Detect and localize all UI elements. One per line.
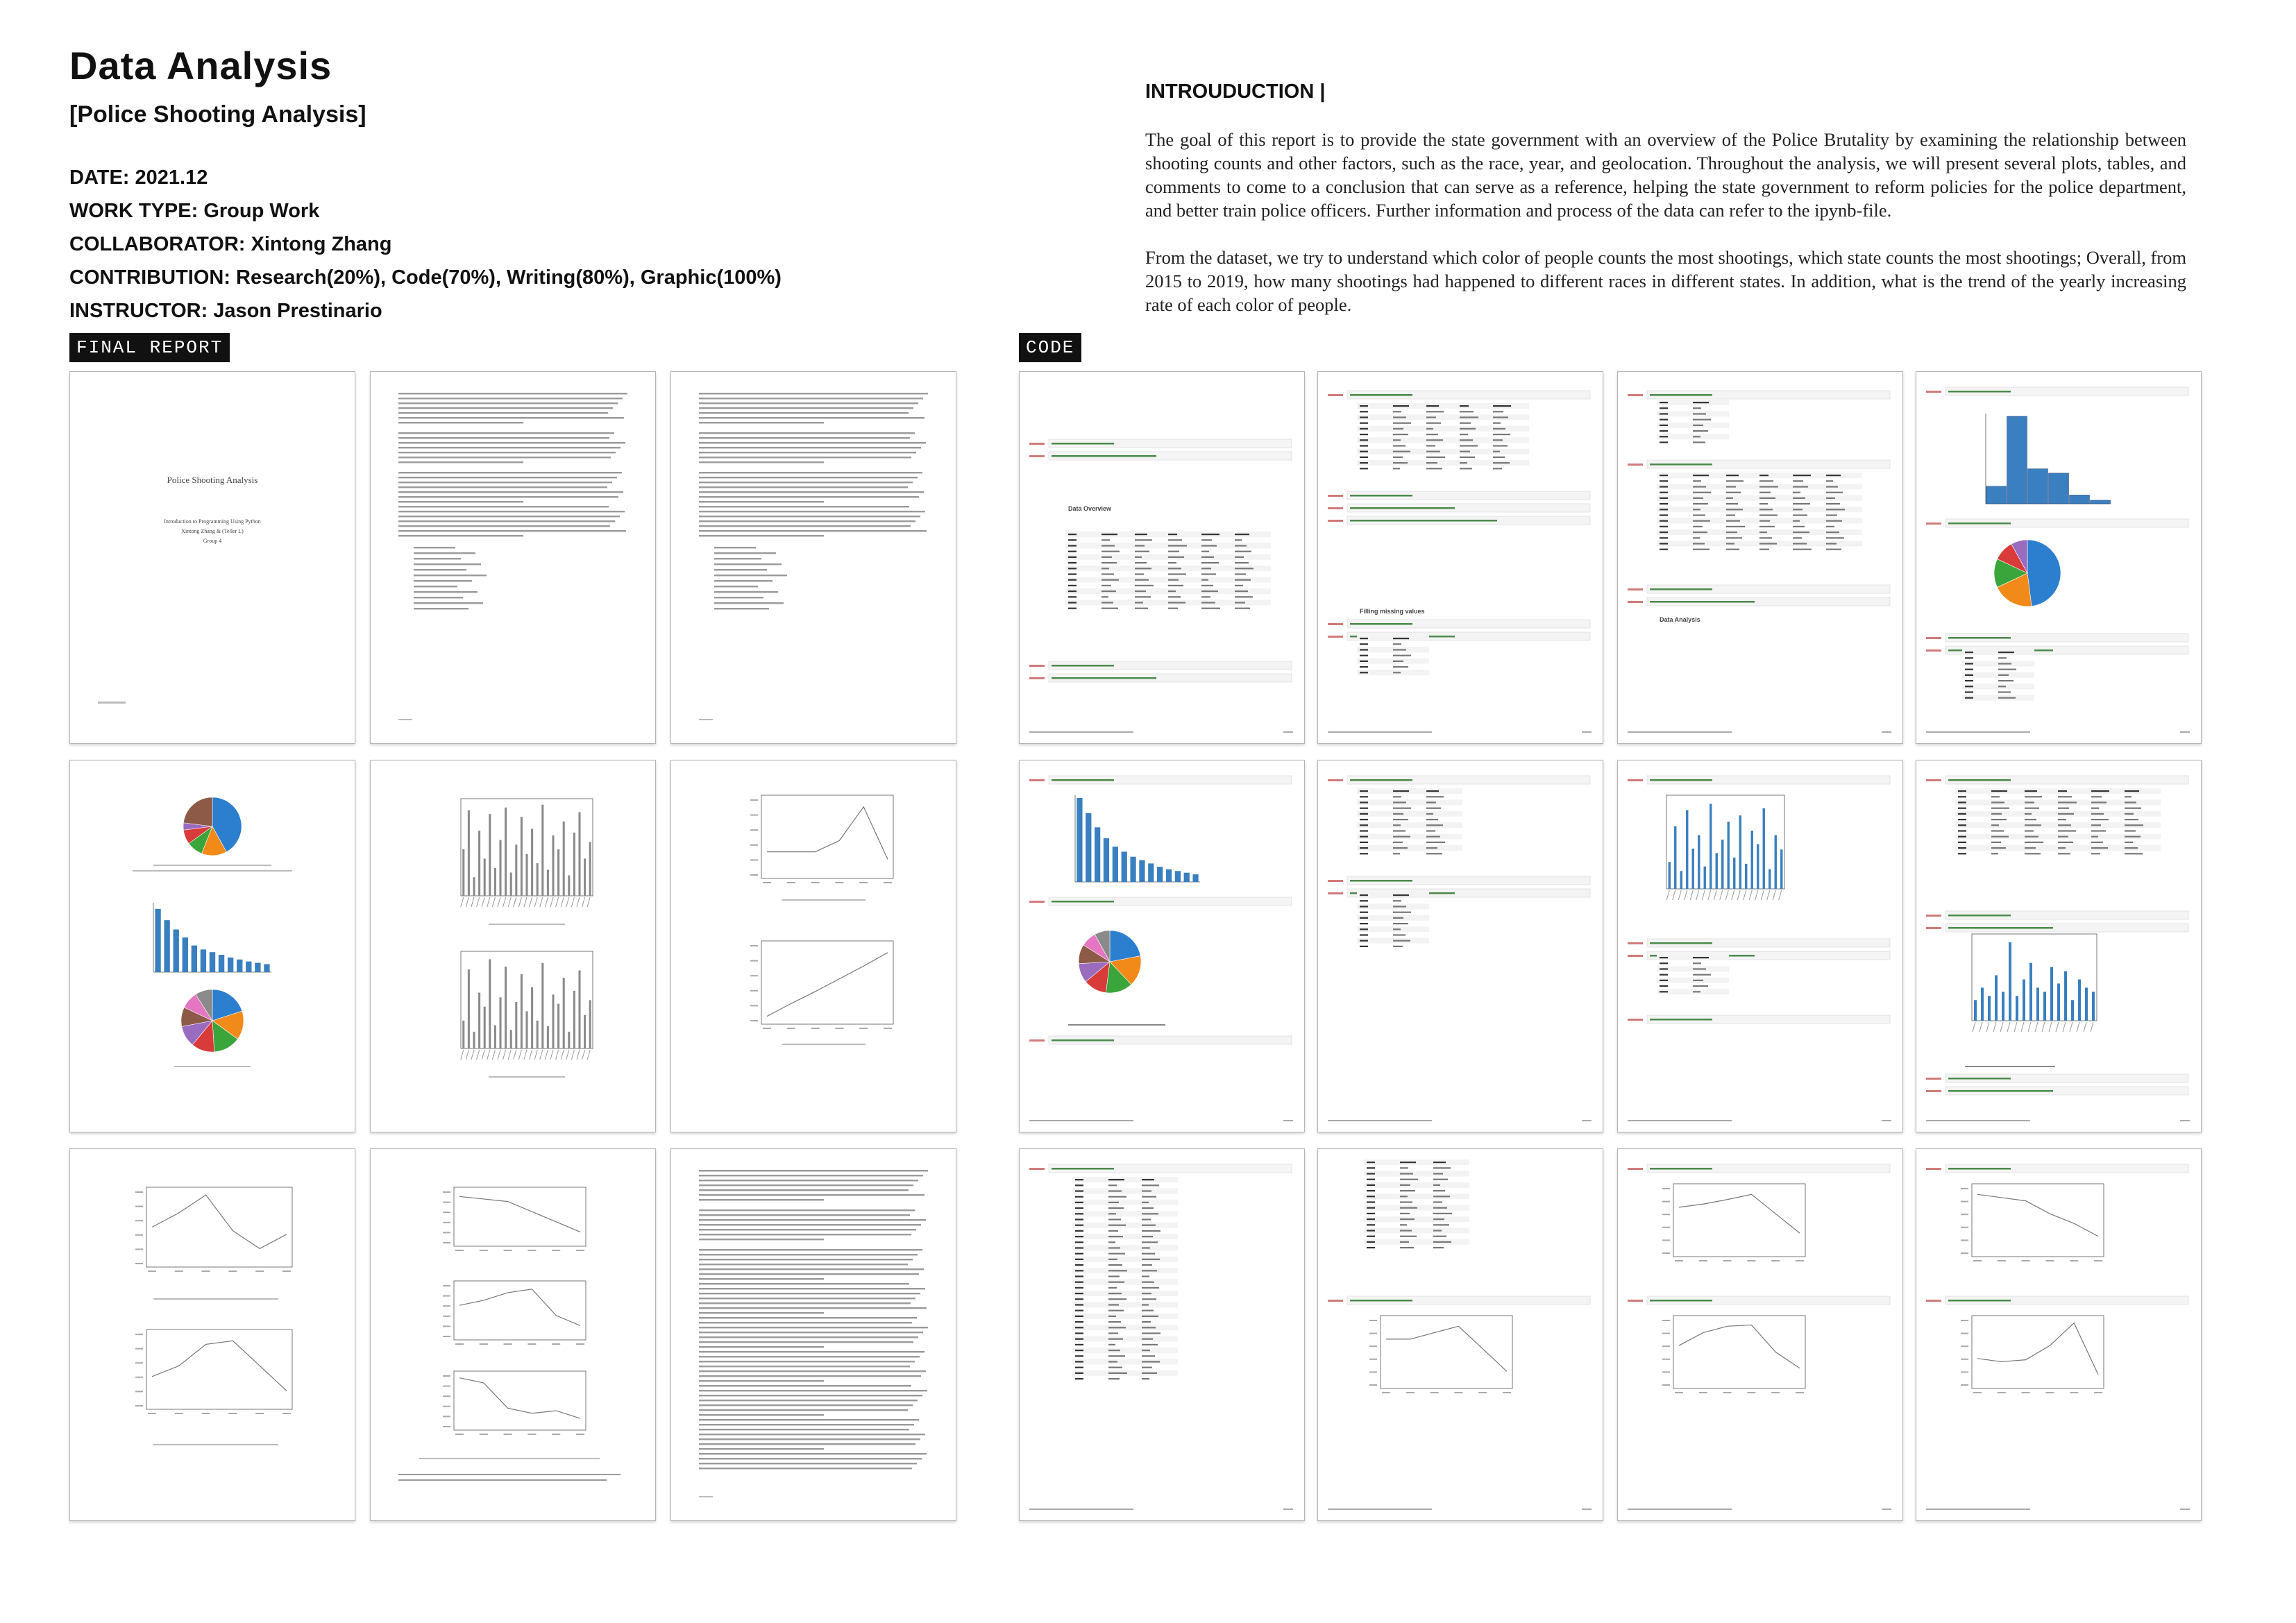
meta-collaborator: COLLABORATOR: Xintong Zhang: [69, 233, 392, 255]
cover-group: Group 4: [203, 538, 222, 544]
cover-page-art: [70, 372, 355, 743]
code-art: [1618, 1149, 1902, 1520]
final-report-label: FINAL REPORT: [69, 333, 230, 362]
report-page-text-2: [670, 371, 956, 744]
code-page-10: [1317, 1148, 1603, 1521]
introduction-heading: INTROUDUCTION |: [1145, 80, 1326, 103]
introduction-paragraph: The goal of this report is to provide the state government with an overview of the Police Brutality by examining the relationship between shooting counts and other factors, such as the race, year, and geolocation. Throughout the analysis, we will present several plots, tables, and comments to come to a conclusion that can serve as a reference, helping the state government to reform policies for the police department, and better train police officers. Further information and process of the data can refer to the ipynb-file.: [1145, 129, 2186, 221]
code-art: [1618, 760, 1902, 1132]
report-page-bar-charts: [370, 760, 656, 1132]
cover-title: Police Shooting Analysis: [167, 475, 258, 485]
code-art: [1020, 372, 1304, 743]
report-text-art: [671, 372, 956, 743]
code-art: [1318, 372, 1603, 743]
code-art: [1916, 372, 2201, 743]
code-page-4: [1916, 371, 2202, 744]
introduction-body: [1145, 128, 2186, 340]
code-page-9: [1019, 1148, 1305, 1521]
meta-work-type: WORK TYPE: Group Work: [69, 200, 320, 222]
code-page-1: [1019, 371, 1305, 744]
report-text-art: [671, 1149, 956, 1520]
report-page-rate-charts-2: [370, 1148, 656, 1521]
project-subtitle: [Police Shooting Analysis]: [69, 101, 366, 128]
report-page-cover: [69, 371, 355, 744]
code-art: [1618, 372, 1902, 743]
code-page-5: [1019, 760, 1305, 1132]
code-page-8: [1916, 760, 2202, 1132]
report-line-art: [671, 760, 956, 1132]
meta-instructor: INSTRUCTOR: Jason Prestinario: [69, 300, 382, 322]
cover-authors: Xintong Zhang & (Teller L): [181, 528, 244, 534]
report-bar-art: [371, 760, 655, 1132]
report-page-conclusion: [670, 1148, 956, 1521]
code-page-3: [1617, 371, 1903, 744]
code-page-12: [1916, 1148, 2202, 1521]
report-page-charts-pies: [69, 760, 355, 1132]
report-page-text-1: [370, 371, 656, 744]
project-meta: [69, 161, 782, 328]
data-analysis-heading: Data Analysis: [1660, 616, 1700, 623]
report-page-line-charts: [670, 760, 956, 1132]
filling-missing-heading: Filling missing values: [1360, 608, 1425, 615]
report-charts-art: [70, 760, 355, 1132]
data-overview-heading: Data Overview: [1068, 505, 1112, 512]
code-art: [1020, 1149, 1304, 1520]
code-art: [1916, 1149, 2201, 1520]
code-art: [1318, 760, 1603, 1132]
code-page-2: [1317, 371, 1603, 744]
report-rate-art: [371, 1149, 655, 1520]
code-art: [1916, 760, 2201, 1132]
code-art: [1020, 760, 1304, 1132]
report-page-rate-charts-1: [69, 1148, 355, 1521]
report-rate-art: [70, 1149, 355, 1520]
code-page-7: [1617, 760, 1903, 1132]
introduction-paragraph: From the dataset, we try to understand which color of people counts the most shootings, which state counts the most shootings; Overall, from 2015 to 2019, how many shootings had happened to different races in different states. In addition, what is the trend of the yearly increasing rate of each color of people.: [1145, 247, 2186, 315]
meta-date: DATE: 2021.12: [69, 167, 208, 189]
code-page-11: [1617, 1148, 1903, 1521]
code-art: [1318, 1149, 1603, 1520]
meta-contribution: CONTRIBUTION: Research(20%), Code(70%), Writing(80%), Graphic(100%): [69, 266, 782, 289]
code-page-6: [1317, 760, 1603, 1132]
cover-subtitle: Introduction to Programming Using Python: [164, 518, 261, 525]
page-title: Data Analysis: [69, 44, 332, 87]
code-label: CODE: [1019, 333, 1081, 362]
report-text-art: [371, 372, 655, 743]
